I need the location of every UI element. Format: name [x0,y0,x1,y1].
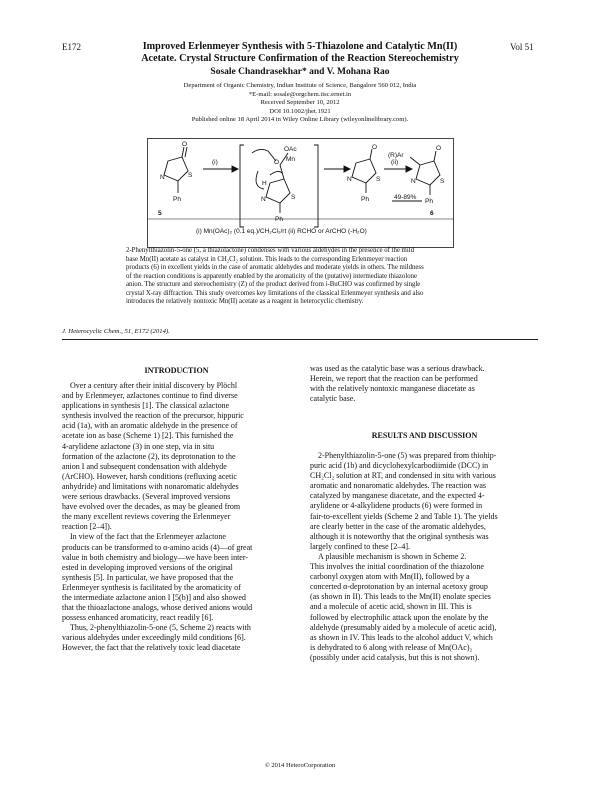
email: *E-mail: sosale@orgchem.iisc.ernet.in [248,90,352,98]
doi: DOI 10.1002/jhet.1921 [269,107,331,115]
body-line: anhydride) and limitations with nonaromatic aldehydes [62,481,239,491]
body-line: catalytic base. [310,394,356,404]
abstract-line: of the reaction conditions is apparently enabled by the aromaticity of the (putative) intermediate thiazolone [126,272,418,280]
body-line: various aldehydes under exceedingly mild conditions [6]. [62,633,246,643]
journal-citation: J. Heterocyclic Chem., 51, E172 (2014). [62,328,170,335]
body-line: 4-arylidene azlactone (3) in one step, via in situ [62,441,215,451]
body-line: was used as the catalytic base was a serious drawback. [310,364,485,373]
arrow-step1-head [232,166,238,172]
body-line: were serious drawbacks. (Several improved versions [62,492,231,502]
body-line: In view of the fact that the Erlenmeyer azlactone [70,532,226,542]
ph-label-enolate: Ph [361,196,369,203]
body-line: puric acid (1b) and dicyclohexylcarbodiimide (DCC) in [310,461,489,471]
bracket-left [240,145,244,227]
yield-label: 49-89% [394,194,417,201]
body-line: 2-Phenylthiazolin-5-one (5) was prepared from thiohip- [318,451,497,460]
conditions-text: (i) Mn(OAc)₂ (0.1 eq.)/CH₂Cl₂/rt (ii) RCHO or ArCHO (-H₂O) [196,228,367,235]
page-code: E172 [62,42,81,52]
body-line: synthesis [5]. In particular, we have proposed that the [62,572,234,582]
h-label: H [262,180,267,187]
body-line: acid (1a), with an aromatic aldehyde in the presence of [62,421,238,431]
body-line: followed by electrophilic attack upon the enolate by the [310,612,489,622]
body-line: and by Erlenmeyer, azlactones continue to find diverse [62,391,238,401]
arrow-step-enolate-head [344,166,350,172]
body-line: value in both chemistry and biology—we have been inter- [62,552,249,562]
body-line: are clearly better in the case of the aromatic aldehydes, [310,521,486,531]
abstract-line: anion. The structure and stereochemistry (Z) of the product derived from i-BuCHO was confirmed by single [126,281,421,288]
body-line: as shown in IV. This leads to the alcohol adduct V, which [310,632,493,642]
o-label-int: O [274,159,280,166]
body-line: ested in developing improved versions of the original [62,562,233,572]
body-line: Herein, we report that the reaction can be performed [310,374,478,384]
body-line: the intermediate azlactone anion I [5(b)] and also showed [62,592,246,602]
n-label-enolate: N [347,176,352,183]
body-line: aromatic and nonaromatic aldehydes. The reaction was [310,481,487,491]
left-column [62,381,291,654]
article-title [120,41,480,65]
body-line: (possibly under acid catalysis, but this is not shown). [310,652,480,662]
body-line: Thus, 2-phenylthiazolin-5-one (5, Scheme 2) reacts with [70,623,251,633]
abstract-line: base Mn(II) acetate as catalyst in CH₂Cl₂ solution. This leads to the corresponding Erlenmeyer reaction [126,255,408,263]
results-heading: RESULTS AND DISCUSSION [371,431,478,440]
body-line: catalyzed by manganese diacetate, and the expected 4- [310,491,485,501]
body-line: possess enhanced aromaticity, react readily [6]. [62,613,214,623]
thiazolone-ring-5 [164,157,188,181]
thiazolone-ring-intermediate [266,179,290,203]
body-line: (ArCHO). However, harsh conditions (refluxing acetic [62,471,237,481]
body-line: CH₂Cl₂ solution at RT, and condensed in situ with various [310,471,496,481]
body-line: This involves the initial coordination of the thiazolone [310,562,484,572]
body-line: applications in synthesis [1]. The classical azlactone [62,401,230,411]
ph-label-6: Ph [425,198,433,205]
published-online: Published online 18 April 2014 in Wiley Online Library (wileyonlinelibrary.com). [191,116,409,124]
reaction-scheme-drawing [148,139,453,247]
body-line: is dehydrated to 6 along with release of Mn(OAc)₂ [310,642,473,652]
abstract-line: products (6) in excellent yields in the case of aromatic aldehydes and moderate yields in others. The mildness [126,264,424,271]
compound-6-label: 6 [430,210,434,217]
copyright-footer: © 2014 HeteroCorporation [264,762,336,769]
reaction-scheme [147,138,454,248]
body-line: Erlenmeyer synthesis is facilitated by the aromaticity of [62,582,241,592]
body-line: carbonyl oxygen atom with Mn(II), followed by a [310,572,470,582]
title-line-1: Improved Erlenmeyer Synthesis with 5-Thiazolone and Catalytic Mn(II) [142,41,458,52]
title-line-2: Acetate. Crystal Structure Confirmation of the Reaction Stereochemistry [141,53,459,64]
body-line: (as shown in II). This leads to the Mn(II) enolate species [310,592,491,602]
body-line: although it is noteworthy that the original synthesis was [310,531,489,541]
body-line: anion I and subsequent condensation with aldehyde [62,461,227,471]
received-date: Received September 10, 2012 [260,99,340,107]
s-label-5: S [188,172,193,179]
bracket-right [314,145,318,227]
authors: Sosale Chandrasekhar* and V. Mohana Rao [210,67,390,77]
body-line: largely confined to these [2–4]. [310,541,411,551]
oac-label: OAc [284,146,297,153]
volume-label: Vol 51 [510,42,534,52]
carbonyl-bond-5b [185,147,187,157]
body-line: acetate ion as base (Scheme 1) [2]. This furnished the [62,431,234,441]
introduction-heading: INTRODUCTION [144,366,209,375]
s-label-6: S [440,178,445,185]
n-label-5: N [160,174,165,181]
affiliation: Department of Organic Chemistry, Indian Institute of Science, Bangalore 560 012, India [183,82,417,89]
body-line: aldehyde (presumably aided by a molecule of acetic acid), [310,622,497,632]
body-line: formation of the azlactone (2), its deprotonation to the [62,451,236,461]
body-line: products can be transformed to α-amino acids (4)—of great [62,542,253,552]
body-line: Over a century after their initial discovery by Plöchl [70,381,238,390]
abstract-line: 2-Phenylthiazolin-5-one (5, a thiazolactone) condenses with various aldehydes in the presence of the mild [126,247,415,254]
body-line: have evolved over the decades, as may be gleaned from [62,502,241,512]
body-line: with the relatively nontoxic manganese diacetate as [310,384,475,394]
body-line: A plausible mechanism is shown in Scheme 2. [318,551,467,561]
right-column [310,451,539,663]
o-label-5: O [182,141,188,148]
arrow-step2-head [406,166,412,172]
n-label-6: N [411,178,416,185]
mn-label: Mn [286,156,296,163]
step1-label: (i) [212,159,218,166]
body-line: that the thioazlactone analogs, whose derived anions would [62,603,253,613]
acetoxy-group [252,149,276,161]
header-divider [62,339,538,340]
ar-label: (R)Ar [388,152,404,159]
s-label-enolate: S [376,176,381,183]
abstract [126,247,474,307]
body-line: fair-to-excellent yields (Scheme 2 and Table 1). The yields [310,511,498,521]
body-line: concerted α-deprotonation by an internal acetoxy group [310,582,488,592]
step2-label: (ii) [391,159,399,166]
abstract-line: introduces the relatively nontoxic Mn(II) acetate as a reagent in heterocyclic chemistry. [126,298,364,305]
curved-arrow-2 [270,171,282,175]
right-column-top [310,364,539,404]
body-line: and a molecule of acetic acid, shown in III. This is [310,602,472,612]
ph-label-int: Ph [275,216,283,223]
body-line: the many excellent reviews covering the Erlenmeyer [62,512,231,522]
abstract-line: crystal X-ray diffraction. This study overcomes key limitations of the classical Erlenmeyer synthesis and also [126,289,424,297]
thiazole-ring-enolate [352,159,376,183]
body-line: synthesis involved the reaction of the precursor, hippuric [62,411,244,421]
o-label-6: O [436,145,442,152]
body-line: However, the fact that the relatively toxic lead diacetate [62,643,241,653]
compound-5-label: 5 [158,210,162,217]
ph-label-5: Ph [173,196,181,203]
n-label-int: N [261,196,266,203]
o-label-enolate: O [372,144,378,151]
alkylidene-bond-6 [410,157,420,165]
carbonyl-bond-6 [434,151,436,161]
carbonyl-bond-5 [182,147,184,157]
s-label-int: S [291,194,296,201]
affiliation-block [110,82,490,125]
body-line: arylidene or 4-alkylidene products (6) were formed in [310,501,483,511]
body-line: reaction [2–4]). [62,522,112,532]
